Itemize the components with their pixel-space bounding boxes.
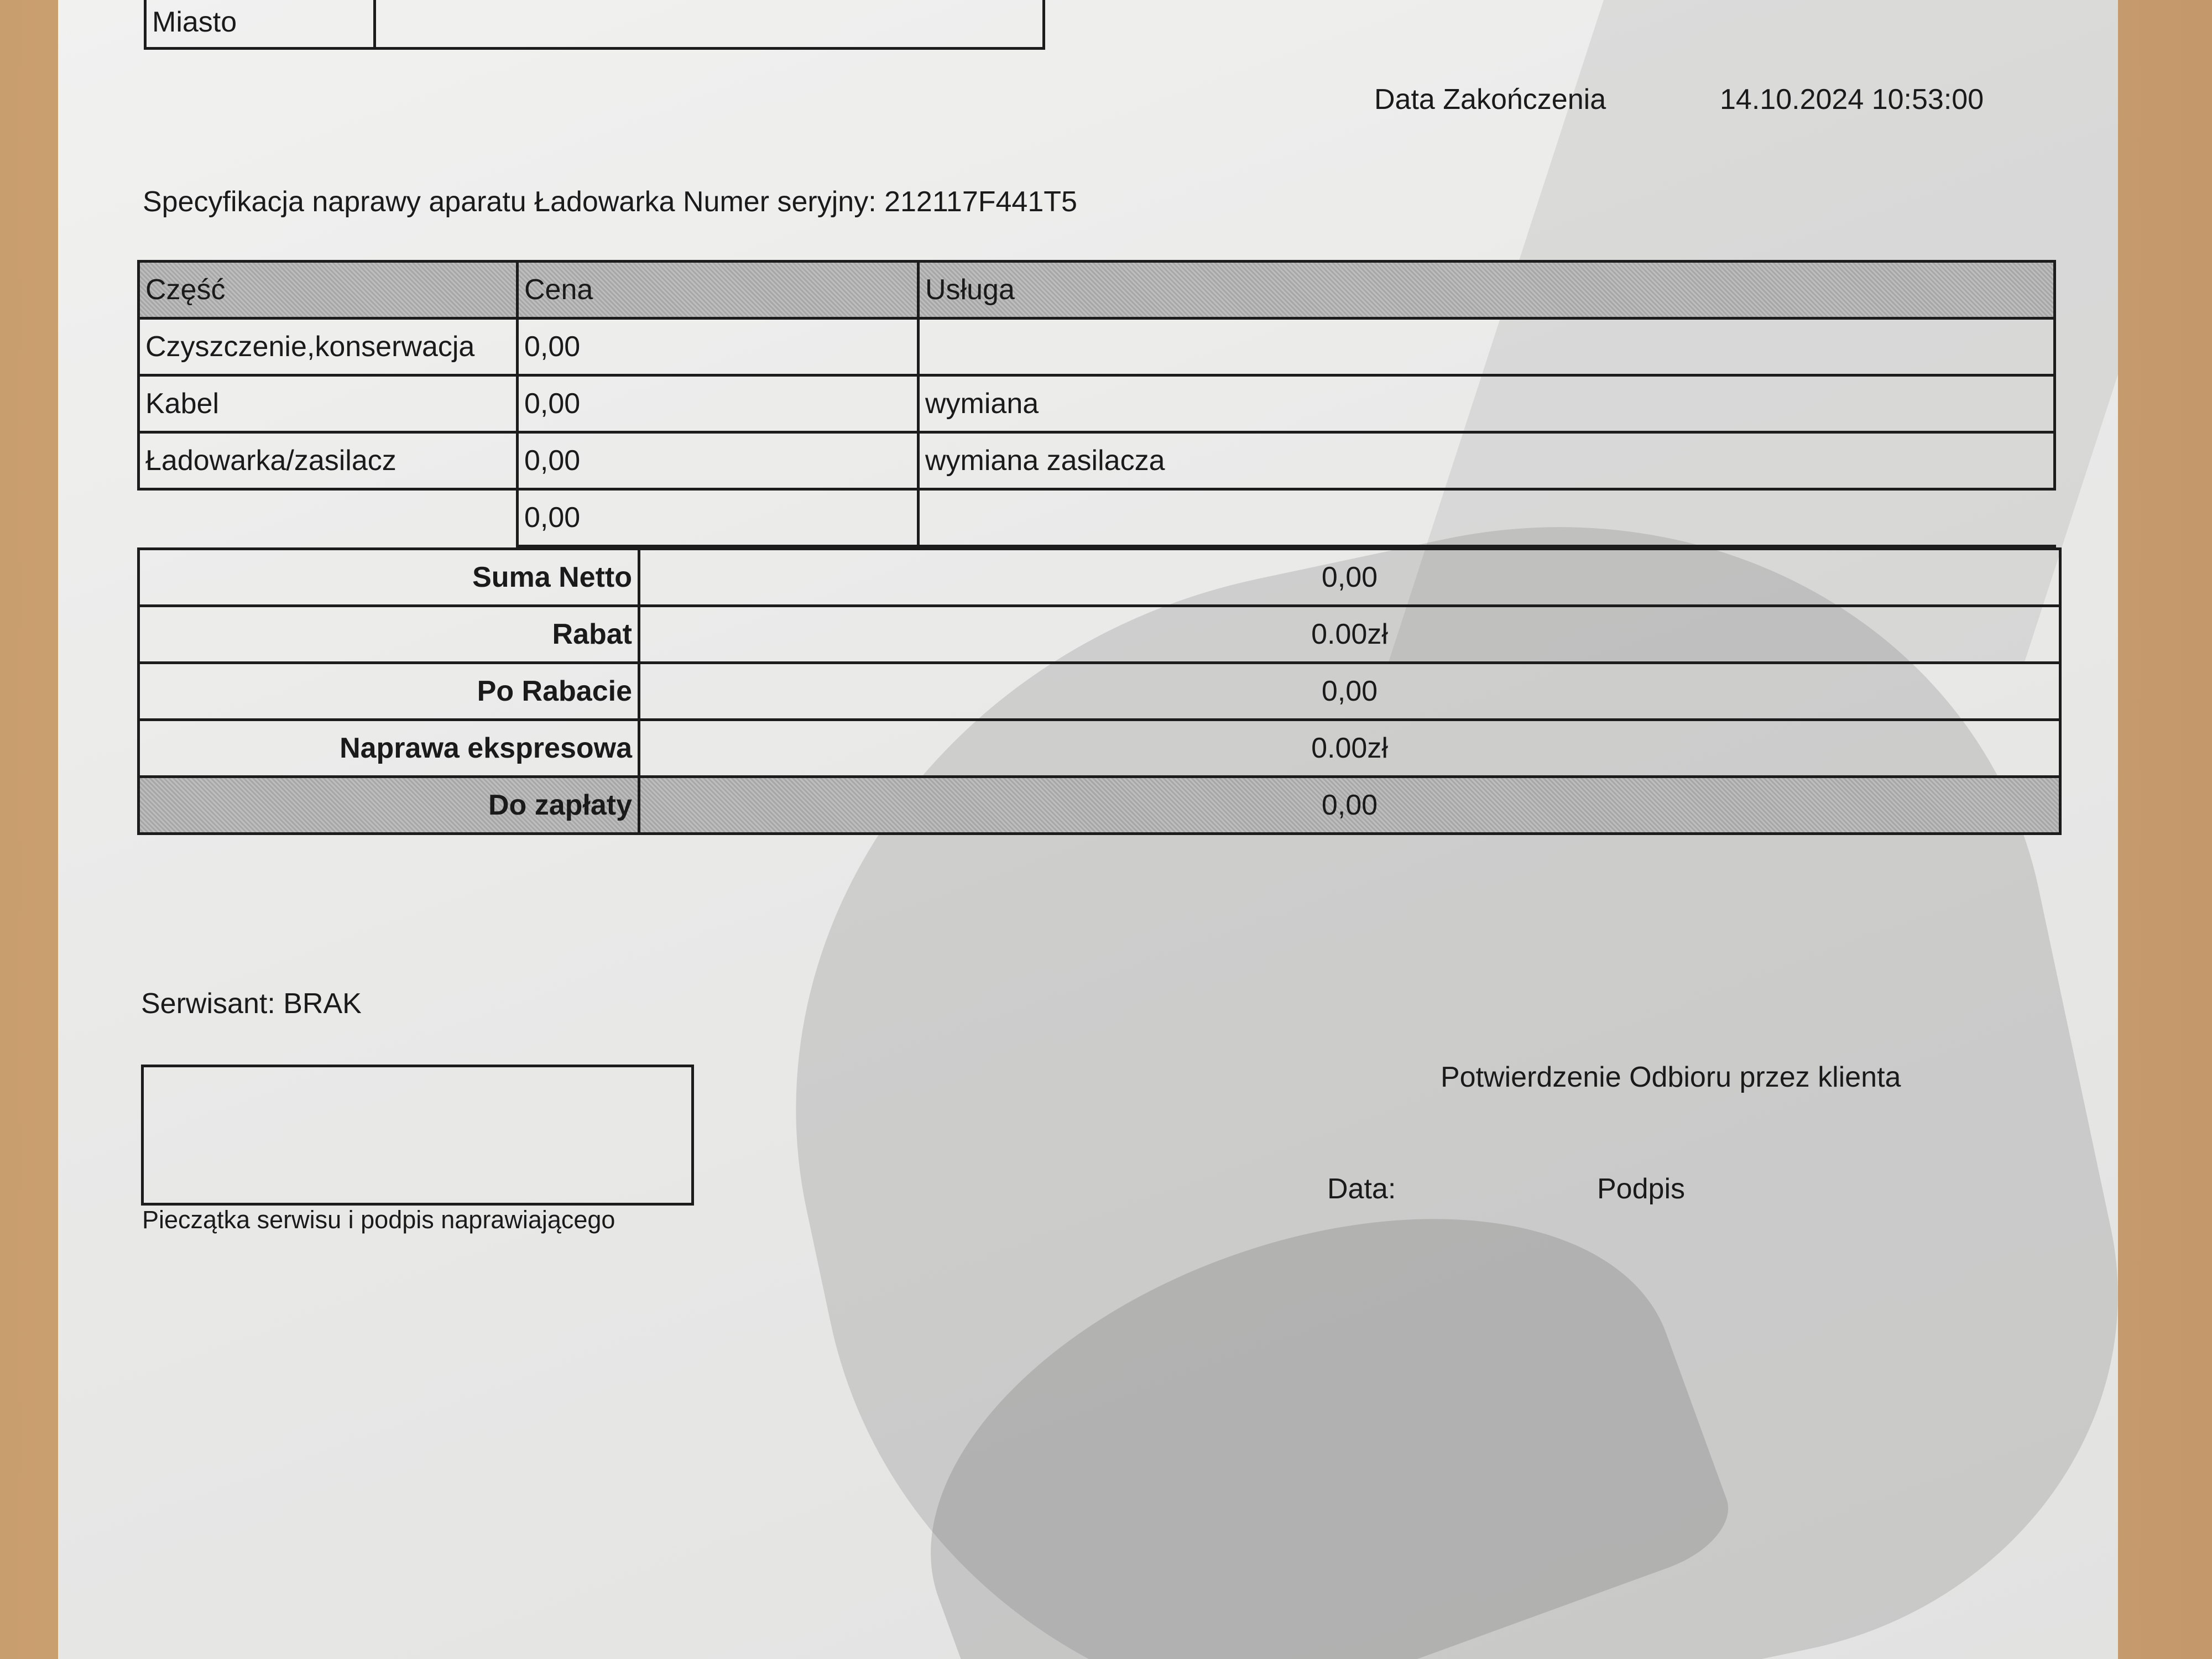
table-row xyxy=(139,489,2055,546)
confirmation-title: Potwierdzenie Odbioru przez klienta xyxy=(1441,1061,1901,1093)
part-cell: Ładowarka/zasilacz xyxy=(139,432,518,489)
summary-row-after-discount xyxy=(139,663,2060,720)
summary-row-express xyxy=(139,720,2060,777)
table-header-row xyxy=(139,262,2055,319)
summary-table xyxy=(137,547,2062,835)
table-row xyxy=(139,432,2055,489)
part-cell: Kabel xyxy=(139,375,518,432)
price-cell: 0,00 xyxy=(518,432,919,489)
column-header-part: Część xyxy=(139,262,518,319)
service-cell xyxy=(919,489,2055,546)
part-cell: Czyszczenie,konserwacja xyxy=(139,319,518,375)
summary-value: 0,00 xyxy=(639,777,2060,834)
service-cell: wymiana xyxy=(919,375,2055,432)
price-cell: 0,00 xyxy=(518,489,919,546)
summary-label: Po Rabacie xyxy=(139,663,639,720)
column-header-price: Cena xyxy=(518,262,919,319)
stamp-caption: Pieczątka serwisu i podpis naprawiającego xyxy=(142,1206,615,1234)
price-cell: 0,00 xyxy=(518,375,919,432)
summary-label: Rabat xyxy=(139,606,639,663)
parts-table xyxy=(137,260,2056,547)
confirmation-date-label: Data: xyxy=(1327,1173,1396,1205)
city-label: Miasto xyxy=(145,0,375,49)
summary-label: Do zapłaty xyxy=(139,777,639,834)
summary-label: Suma Netto xyxy=(139,549,639,606)
summary-row-total xyxy=(139,777,2060,834)
price-cell: 0,00 xyxy=(518,319,919,375)
summary-value: 0.00zł xyxy=(639,720,2060,777)
stamp-box xyxy=(141,1065,694,1206)
summary-row-net xyxy=(139,549,2060,606)
end-date-value: 14.10.2024 10:53:00 xyxy=(1720,84,1984,116)
part-cell xyxy=(139,489,518,546)
service-cell: wymiana zasilacza xyxy=(919,432,2055,489)
summary-value: 0,00 xyxy=(639,549,2060,606)
table-row xyxy=(139,319,2055,375)
column-header-service: Usługa xyxy=(919,262,2055,319)
service-cell xyxy=(919,319,2055,375)
summary-label: Naprawa ekspresowa xyxy=(139,720,639,777)
confirmation-signature-label: Podpis xyxy=(1597,1173,1685,1205)
city-table xyxy=(144,0,1045,50)
city-value xyxy=(375,0,1044,49)
table-row xyxy=(139,375,2055,432)
summary-row-discount xyxy=(139,606,2060,663)
summary-value: 0.00zł xyxy=(639,606,2060,663)
summary-value: 0,00 xyxy=(639,663,2060,720)
document-page xyxy=(58,0,2118,1659)
end-date-label: Data Zakończenia xyxy=(1374,84,1606,116)
technician: Serwisant: BRAK xyxy=(141,988,362,1020)
spec-title: Specyfikacja naprawy aparatu Ładowarka Numer seryjny: 212117F441T5 xyxy=(143,186,1077,218)
